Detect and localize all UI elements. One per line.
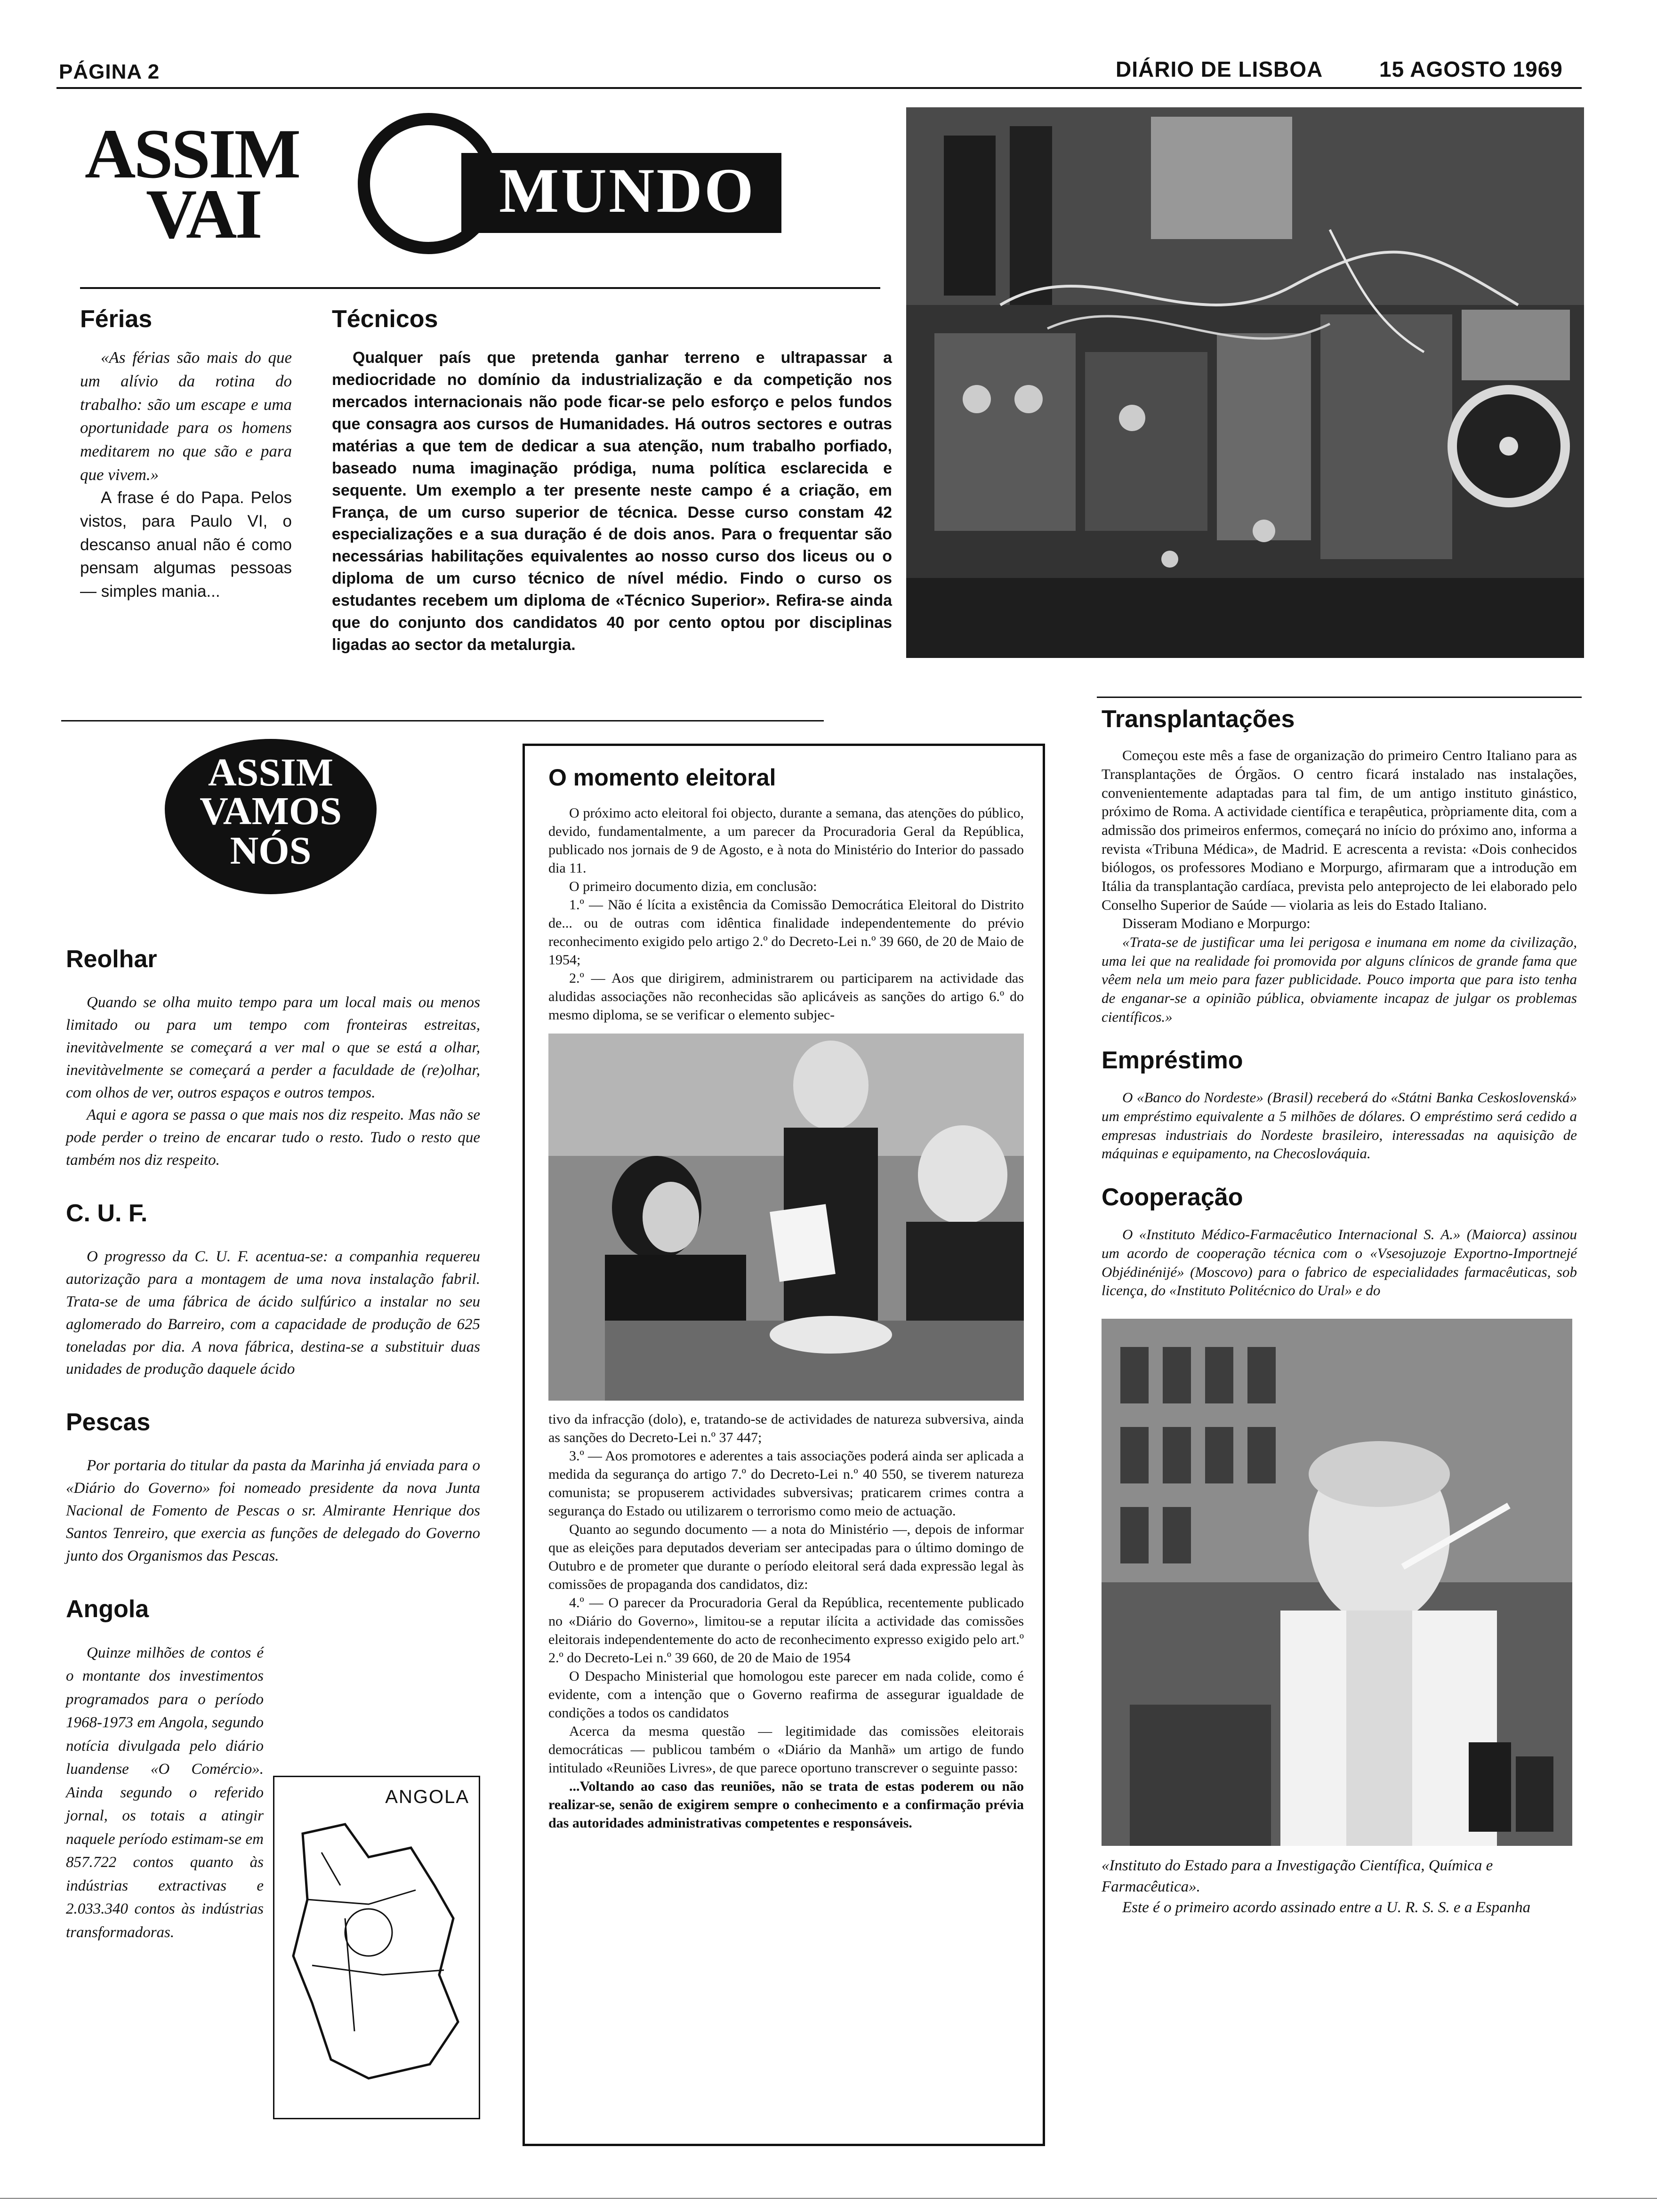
logo-word-mundo: MUNDO (499, 156, 756, 226)
cooperacao-caption-2: Este é o primeiro acordo assinado entre a U. R. S. S. e a Espanha (1122, 1899, 1531, 1916)
page-label: PÁGINA 2 (59, 60, 160, 83)
eleitoral-paragraph-4: 2.º — Aos que dirigirem, administrarem ou participarem na actividade das aludidas associações não reconhecidas são aplicáveis as sanções do artigo 6.º do mesmo diploma, se se verificar o elemento subjec- (548, 970, 1024, 1023)
ferias-title: Férias (80, 305, 153, 333)
angola-map-label: ANGOLA (385, 1786, 469, 1807)
assim-vamos-nos-logo (165, 739, 377, 894)
reolhar-title: Reolhar (66, 946, 157, 973)
eleitoral-paragraph-8: 4.º — O parecer da Procuradoria Geral da República, recentemente publicado no «Diário do Governo», limitou-se a reputar ilícita a actividade das comissões eleitorais independentemente do acto de reconhecimento expresso exigido pelo art.º 2.º do Decreto-Lei n.º 39 660, de 20 de Maio de 1954 (548, 1595, 1024, 1666)
emprestimo-title: Empréstimo (1102, 1047, 1243, 1074)
eleitoral-box (523, 744, 1045, 2146)
ferias-paragraph-1: «As férias são mais do que um alívio da rotina do trabalho: são um escape e uma oportunidade para os homens meditarem no que são e para que vivem.» (80, 348, 292, 484)
reolhar-paragraph-2: Aqui e agora se passa o que mais nos diz respeito. Mas não se pode perder o treino de encarar tudo o resto. Tudo o resto que também nos diz respeito. (66, 1106, 480, 1169)
eleitoral-paragraph-3: 1.º — Não é lícita a existência da Comissão Democrática Eleitoral do Distrito de... ou de outras com idêntica finalidade independentemente do prévio reconhecimento exigido pelo artigo 2.º do Decreto-Lei n.º 39 660, de 20 de Maio de 1954; (548, 897, 1024, 968)
angola-map (273, 1776, 480, 2119)
angola-body (66, 1642, 480, 1945)
angola-title: Angola (66, 1595, 149, 1623)
transplantacoes-paragraph-2: Disseram Modiano e Morpurgo: (1122, 915, 1311, 932)
transplantacoes-paragraph-1: Começou este mês a fase de organização do primeiro Centro Italiano para as Transplantações de Órgãos. O centro ficará instalado nas instalações, convenientemente adaptadas para tal fim, de um antigo instituto ginástico, próximo de Roma. A actividade científica e terapêutica, pròpriamente dita, com a admissão dos primeiros enfermos, começará no início do próximo ano, informa a revista «Tribuna Médica», de Madrid. E acrescenta a revista: «Dois conhecidos biólogos, os professores Modiano e Morpurgo, afirmaram que a introdução em Itália da transplantação cardíaca, prevista pelo anteprojecto de lei elaborado pelo Conselho Superior de Saúde — violaria as leis do Estado Italiano. (1102, 747, 1577, 913)
pescas-paragraph: Por portaria do titular da pasta da Marinha já enviada para o «Diário do Governo» foi nomeado presidente da nova Junta Nacional de Fomento de Pescas o sr. Almirante Henrique dos Santos Tenreiro, que exercia as funções de delegado do Governo junto dos Organismos das Pescas. (66, 1457, 480, 1564)
cooperacao-caption-1: «Instituto do Estado para a Investigação Científica, Química e Farmacêutica». (1102, 1857, 1493, 1895)
logo-nos-line-1: ASSIM (208, 751, 334, 794)
section-tecnicos (332, 306, 892, 656)
eleitoral-paragraph-2: O primeiro documento dizia, em conclusão: (569, 879, 817, 894)
voting-scene-illustration (548, 1034, 1024, 1401)
eleitoral-content (548, 765, 1024, 1832)
tecnicos-paragraph: Qualquer país que pretenda ganhar terreno e ultrapassar a mediocridade no domínio da industrialização e da competição nos mercados internacionais não pode ficar-se pelo esforço e pelos fundos que consagra aos cursos de Humanidades. Há outros sectores e outras matérias a que tem de dedicar a sua atenção, num trabalho porfiado, baseado numa imaginação pródiga, numa política esclarecida e sequente. Um exemplo a ter presente neste campo é a criação, em França, de um curso superior de técnica. Desse curso constam 42 especializações e a sua duração é de dois anos. Para o frequentar são necessárias habilitações equivalentes ao nosso curso dos liceus ou o diploma de um curso técnico de nível médio. Findo o curso os estudantes recebem um diploma de «Técnico Superior». Refira-se ainda que do conjunto dos candidatos 40 por cento optou por disciplinas ligadas ao sector da metalurgia. (332, 349, 892, 654)
cooperacao-title: Cooperação (1102, 1184, 1243, 1211)
tecnicos-title: Técnicos (332, 305, 438, 333)
eleitoral-paragraph-7: Quanto ao segundo documento — a nota do Ministério —, depois de informar que as eleições para deputados deveriam ser antecipadas para o último domingo de Outubro e de prometer que durante o período eleitoral será dada expressão legal às comissões de propaganda dos candidatos, diz: (548, 1522, 1024, 1592)
assim-vai-o-mundo-logo (75, 108, 791, 264)
footer-rule (0, 2198, 1657, 2199)
scientist-illustration (1102, 1319, 1572, 1846)
cuf-title: C. U. F. (66, 1199, 148, 1227)
issue-date: 15 AGOSTO 1969 (1379, 57, 1563, 81)
left-column (66, 946, 480, 2124)
emprestimo-paragraph: O «Banco do Nordeste» (Brasil) receberá do «Státni Banka Ceskoslovenská» um empréstimo equivalente a 5 milhões de dólares. O empréstimo será cedido a empresas industriais do Nordeste brasileiro, interessadas na aquisição de máquinas e equipamento, na Checoslováquia. (1102, 1089, 1577, 1162)
eleitoral-title: O momento eleitoral (548, 764, 776, 791)
right-column (1102, 706, 1577, 1918)
transplantacoes-paragraph-3: «Trata-se de justificar uma lei perigosa e inumana em nome da civilização, uma lei que na realidade foi promovida por alguns clínicos de grande fama que vêem nela um meio para fazer publicidade. Pouco importa que para isto tenha de enganar-se a opinião pública, obviamente incapaz de julgar os problemas científicos.» (1102, 933, 1577, 1025)
section-ferias (80, 306, 292, 603)
logo-word-assim: ASSIM (85, 115, 299, 193)
angola-map-outline (274, 1777, 479, 2118)
eleitoral-paragraph-5: tivo da infracção (dolo), e, tratando-se de actividades de natureza subversiva, ainda as sanções do Decreto-Lei n.º 37 447; (548, 1411, 1024, 1445)
eleitoral-paragraph-9: O Despacho Ministerial que homologou este parecer em nada colide, como é evidente, com a intenção que o Governo reafirma de assegurar igualdade de condições a todos os candidatos (548, 1668, 1024, 1721)
reolhar-paragraph-1: Quando se olha muito tempo para um local mais ou menos limitado ou para um tempo com fronteiras estreitas, inevitàvelmente se começará a ver mal o que se está a olhar, inevitàvelmente se começará a perder a faculdade de (re)olhar, com olhos de ver, outros espaços e outros tempos. (66, 994, 480, 1101)
scientist-photo (1102, 1319, 1572, 1846)
logo-nos-line-3: NÓS (230, 829, 312, 873)
right-column-rule (1097, 697, 1582, 698)
top-section-divider (61, 720, 824, 721)
pescas-title: Pescas (66, 1409, 151, 1436)
transplantacoes-title: Transplantações (1102, 705, 1295, 733)
logo-word-vai: VAI (146, 175, 261, 253)
lab-equipment-illustration (906, 107, 1584, 658)
eleitoral-paragraph-6: 3.º — Aos promotores e aderentes a tais associações poderá ainda ser aplicada a medida da segurança do artigo 7.º do Decreto-Lei n.º 40 550, se tiverem natureza comunista; se propuserem actividades subversivas; praticarem crimes contra a segurança do Estado ou utilizarem o terrorismo como meio de actuação. (548, 1448, 1024, 1519)
logo-underline (80, 287, 880, 289)
cuf-paragraph: O progresso da C. U. F. acentua-se: a companhia requereu autorização para a montagem de uma nova instalação fabril. Trata-se de uma fábrica de ácido sulfúrico a instalar no seu aglomerado do Barreiro, com a capacidade de produção de 625 toneladas por dia. A nova fábrica, destina-se a substituir duas unidades de produção daquele ácido (66, 1248, 480, 1378)
eleitoral-paragraph-11: ...Voltando ao caso das reuniões, não se trata de estas poderem ou não realizar-se, senão de exigirem sempre o conhecimento e a confirmação prévia das autoridades administrativas competentes e responsáveis. (548, 1779, 1024, 1831)
cooperacao-paragraph: O «Instituto Médico-Farmacêutico Internacional S. A.» (Maiorca) assinou um acordo de cooperação técnica com o «Vsesojuzoje Exportno-Importnejé Objédinénijé» (Moscovo) para o fabrico de especialidades farmacêuticas, sob licença, do «Instituto Politécnico do Ural» e do (1102, 1226, 1577, 1299)
logo-nos-line-2: VAMOS (200, 789, 342, 833)
eleitoral-paragraph-1: O próximo acto eleitoral foi objecto, durante a semana, das atenções do público, devido, fundamentalmente, a um parecer da Procuradoria Geral da República, publicado nos jornais de 9 de Agosto, e à nota do Ministério do Interior do passado dia 11. (548, 805, 1024, 876)
newspaper-name: DIÁRIO DE LISBOA (1116, 57, 1323, 81)
ferias-paragraph-2: A frase é do Papa. Pelos vistos, para Paulo VI, o descanso anual não é como pensam algumas pessoas — simples mania... (80, 489, 292, 601)
angola-paragraph: Quinze milhões de contos é o montante dos investimentos programados para o período 1968-1973 em Angola, segundo notícia divulgada pelo diário luandense «O Comércio». Ainda segundo o referido jornal, os totais a atingir naquele período estimam-se em 857.722 contos quanto às indústrias extractivas e 2.033.340 contos às indústrias transformadoras. (66, 1644, 264, 1941)
header-rule (56, 87, 1582, 89)
eleitoral-paragraph-10: Acerca da mesma questão — legitimidade das comissões eleitorais democráticas — publicou também o «Diário da Manhã» um artigo de fundo intitulado «Reuniões Livres», de que parece oportuno transcrever o seguinte passo: (548, 1723, 1024, 1776)
election-photo (548, 1034, 1024, 1401)
lab-photo (906, 107, 1584, 658)
